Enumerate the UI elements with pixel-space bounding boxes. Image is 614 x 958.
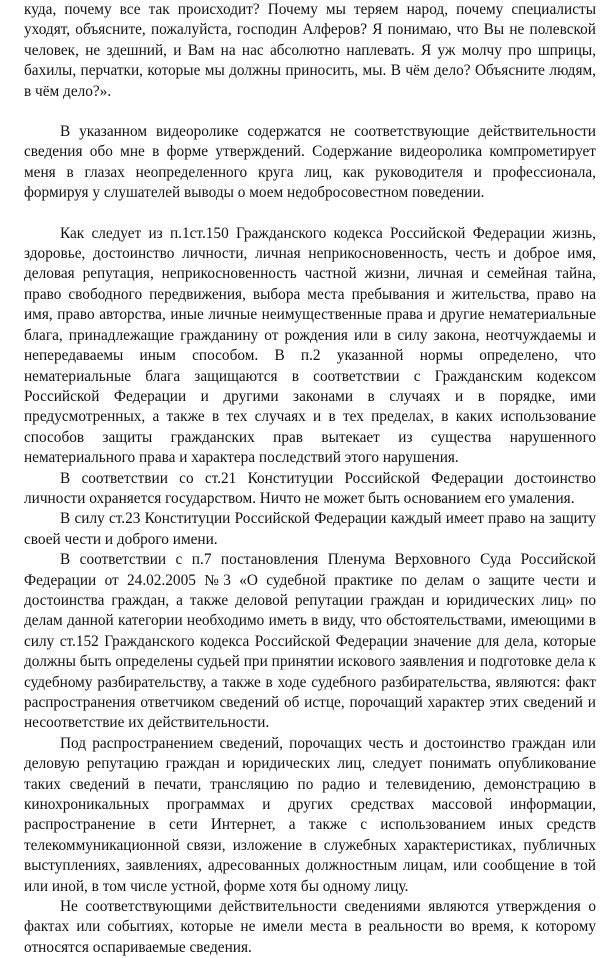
paragraph-plenum-resolution: В соответствии с п.7 постановления Пленума Верховного Суда Российской Федерации от 24.02.2005 №3 «О судебной практике по делам о защите чести и достоинства граждан, а также деловой репутации граждан и юридических лиц» по делам данной категории необходимо иметь в виду, что обстоятельствами, имеющими в силу ст.152 Гражданского кодекса Российской Федерации значение для дела, которые должны быть определены судьей при принятии искового заявления и подготовке дела к судебному разбирательству, а также в ходе судебного разбирательства, являются: факт распространения ответчиком сведений об истце, порочащий характер этих сведений и несоответствие их действительности.: [24, 551, 596, 732]
paragraph-untrue-information: Не соответствующими действительности сведениями являются утверждения о фактах или событиях, которые не имели места в реальности во время, к которому относятся оспариваемые сведения.: [24, 898, 596, 956]
paragraph-spacer: [24, 204, 596, 224]
paragraph-constitution-23: В силу ст.23 Конституции Российской Федерации каждый имеет право на защиту своей чести и доброго имени.: [24, 510, 596, 548]
paragraph-quote-continuation: куда, почему все так происходит? Почему мы теряем народ, почему специалисты уходят, объясните, пожалуйста, господин Алферов? Я понимаю, что Вы не полевской человек, не здешний, и Вам на нас абсолютно наплевать. Я уж молчу про шприцы, бахилы, перчатки, которые мы должны приносить, мы. В чём дело? Объясните людям, в чём дело?».: [24, 1, 596, 100]
paragraph-constitution-21: В соответствии со ст.21 Конституции Российской Федерации достоинство личности охраняется государством. Ничто не может быть основанием его умаления.: [24, 469, 596, 507]
paragraph-spacer: [24, 102, 596, 122]
paragraph-civil-code-150: Как следует из п.1ст.150 Гражданского кодекса Российской Федерации жизнь, здоровье, достоинство личности, личная неприкосновенность, честь и доброе имя, деловая репутация, неприкосновенность частной жизни, личная и семейная тайна, право свободного передвижения, выбора места пребывания и жительства, право на имя, право авторства, иные личные неимущественные права и другие нематериальные блага, принадлежащие гражданину от рождения или в силу закона, неотчуждаемы и непередаваемы иным способом. В п.2 указанной нормы определено, что нематериальные блага защищаются в соответствии с Гражданским кодексом Российской Федерации и другими законами в случаях и в порядке, ими предусмотренных, а также в тех случаях и в тех пределах, в каких использование способов защиты гражданских прав вытекает из существа нарушенного нематериального права и характера последствий этого нарушения.: [24, 224, 596, 467]
paragraph-dissemination-definition: Под распространением сведений, порочащих честь и достоинство граждан или деловую репутацию граждан и юридических лиц, следует понимать опубликование таких сведений в печати, трансляцию по радио и телевидению, демонстрацию в кинохроникальных программах и других средствах массовой информации, распространение в сети Интернет, а также с использованием иных средств телекоммуникационной связи, изложение в служебных характеристиках, публичных выступлениях, заявлениях, адресованных должностным лицам, или сообщение в той или иной, в том числе устной, форме хотя бы одному лицу.: [24, 734, 596, 895]
paragraph-video-claim: В указанном видеоролике содержатся не соответствующие действительности сведения обо мне в форме утверждений. Содержание видеоролика компрометирует меня в глазах неопределенного круга лиц, как руководителя и профессионала, формируя у слушателей выводы о моем недобросовестном поведении.: [24, 123, 596, 202]
